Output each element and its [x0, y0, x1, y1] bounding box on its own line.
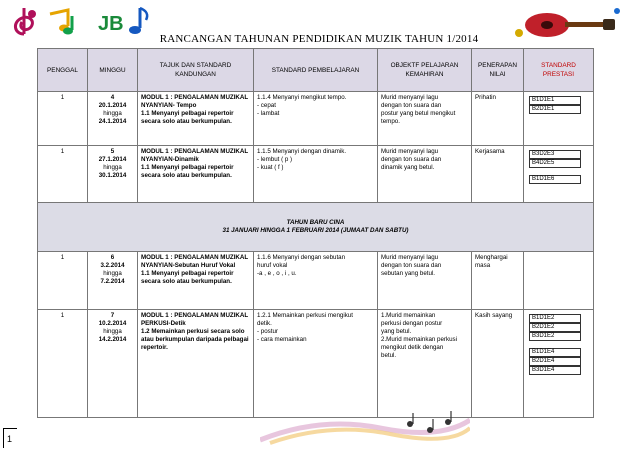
penggal-cell: 1 [38, 310, 88, 418]
table-header-row [38, 49, 594, 92]
table-row [38, 146, 594, 203]
prestasi-code: B2D1E2 [529, 323, 581, 332]
column-header-minggu: MINGGU [88, 49, 138, 92]
prestasi-code: B1D1E2 [529, 314, 581, 323]
prestasi-code: B1D1E4 [529, 348, 581, 357]
objektif-cell: Murid menyanyi lagu dengan ton suara dan sebutan yang betul. [378, 252, 472, 310]
prestasi-cell [524, 146, 594, 203]
minggu-cell: 6 3.2.2014 hingga 7.2.2014 [88, 252, 138, 310]
tajuk-cell: MODUL 1 : PENGALAMAN MUZIKAL NYANYIAN-Sebutan Huruf Vokal 1.1 Menyanyi pelbagai repertoir secara solo atau berkumpulan. [138, 252, 254, 310]
prestasi-code: B3D1E2 [529, 332, 581, 341]
nilai-cell: Prihatin [472, 92, 524, 146]
tajuk-cell: MODUL 1 : PENGALAMAN MUZIKAL NYANYIAN-Dinamik 1.1 Menyanyi pelbagai repertoir secara solo atau berkumpulan. [138, 146, 254, 203]
pembelajaran-cell: 1.2.1 Memainkan perkusi mengikut detik. - postur - cara memainkan [254, 310, 378, 418]
pembelajaran-cell: 1.1.4 Menyanyi mengikut tempo. - cepat - lambat [254, 92, 378, 146]
prestasi-cell [524, 252, 594, 310]
table-row [38, 92, 594, 146]
holiday-cell [38, 203, 594, 252]
prestasi-code: B2D1E4 [529, 357, 581, 366]
penggal-cell: 1 [38, 146, 88, 203]
objektif-cell: Murid menyanyi lagu dengan ton suara dan postur yang betul mengikut tempo. [378, 92, 472, 146]
page-number: 1 [3, 428, 17, 448]
tajuk-cell: MODUL 1 : PENGALAMAN MUZIKAL NYANYIAN- Tempo 1.1 Menyanyi pelbagai repertoir secara solo atau berkumpulan. [138, 92, 254, 146]
column-header-penggal: PENGGAL [38, 49, 88, 92]
penggal-cell: 1 [38, 252, 88, 310]
music-notes-icon [50, 10, 73, 35]
table-row [38, 310, 594, 418]
prestasi-code: B1D1E1 [529, 96, 581, 105]
column-header-objektif: OBJEKTF PELAJARAN KEMAHIRAN [378, 49, 472, 92]
table-row [38, 252, 594, 310]
treble-clef-icon [15, 8, 36, 34]
nilai-cell: Kerjasama [472, 146, 524, 203]
pembelajaran-cell: 1.1.5 Menyanyi dengan dinamik. - lembut ( p ) - kuat ( f ) [254, 146, 378, 203]
column-header-nilai: PENERAPAN NILAI [472, 49, 524, 92]
prestasi-code: B3D2E3 [529, 150, 581, 159]
holiday-row [38, 203, 594, 252]
column-header-tajuk: TAJUK DAN STANDARD KANDUNGAN [138, 49, 254, 92]
prestasi-code: B4D2E5 [529, 159, 581, 168]
objektif-cell: 1.Murid memainkan perkusi dengan postur yang betul. 2.Murid memainkan perkusi mengikut detik dengan betul. [378, 310, 472, 418]
minggu-cell: 7 10.2.2014 hingga 14.2.2014 [88, 310, 138, 418]
logo-text: JB [98, 13, 124, 35]
nilai-cell: Kasih sayang [472, 310, 524, 418]
prestasi-code: B2D1E1 [529, 105, 581, 114]
pembelajaran-cell: 1.1.6 Menyanyi dengan sebutan huruf vokal -a , e , o , i , u. [254, 252, 378, 310]
prestasi-cell [524, 310, 594, 418]
eighth-note-icon [129, 8, 147, 34]
holiday-dates: 31 JANUARI HINGGA 1 FEBRUARI 2014 (JUMAAT DAN SABTU) [222, 227, 409, 234]
prestasi-code: B3D1E4 [529, 366, 581, 375]
prestasi-code: B1D1E6 [529, 175, 581, 184]
minggu-cell: 5 27.1.2014 hingga 30.1.2014 [88, 146, 138, 203]
column-header-prestasi: STANDARD PRESTASI [524, 49, 594, 92]
objektif-cell: Murid menyanyi lagu dengan ton suara dan dinamik yang betul. [378, 146, 472, 203]
penggal-cell: 1 [38, 92, 88, 146]
footer-music-decoration [260, 410, 470, 446]
minggu-cell: 4 20.1.2014 hingga 24.1.2014 [88, 92, 138, 146]
prestasi-cell [524, 92, 594, 146]
column-header-pembelajaran: STANDARD PEMBELAJARAN [254, 49, 378, 92]
tajuk-cell: MODUL 1 : PENGALAMAN MUZIKAL PERKUSI-Detik 1.2 Memainkan perkusi secara solo atau berkumpulan daripada pelbagai repertoir. [138, 310, 254, 418]
yearly-plan-table [37, 48, 594, 418]
nilai-cell: Menghargai masa [472, 252, 524, 310]
holiday-title: TAHUN BARU CINA [286, 218, 345, 226]
document-title: RANCANGAN TAHUNAN PENDIDIKAN MUZIK TAHUN 1/2014 [159, 33, 479, 45]
